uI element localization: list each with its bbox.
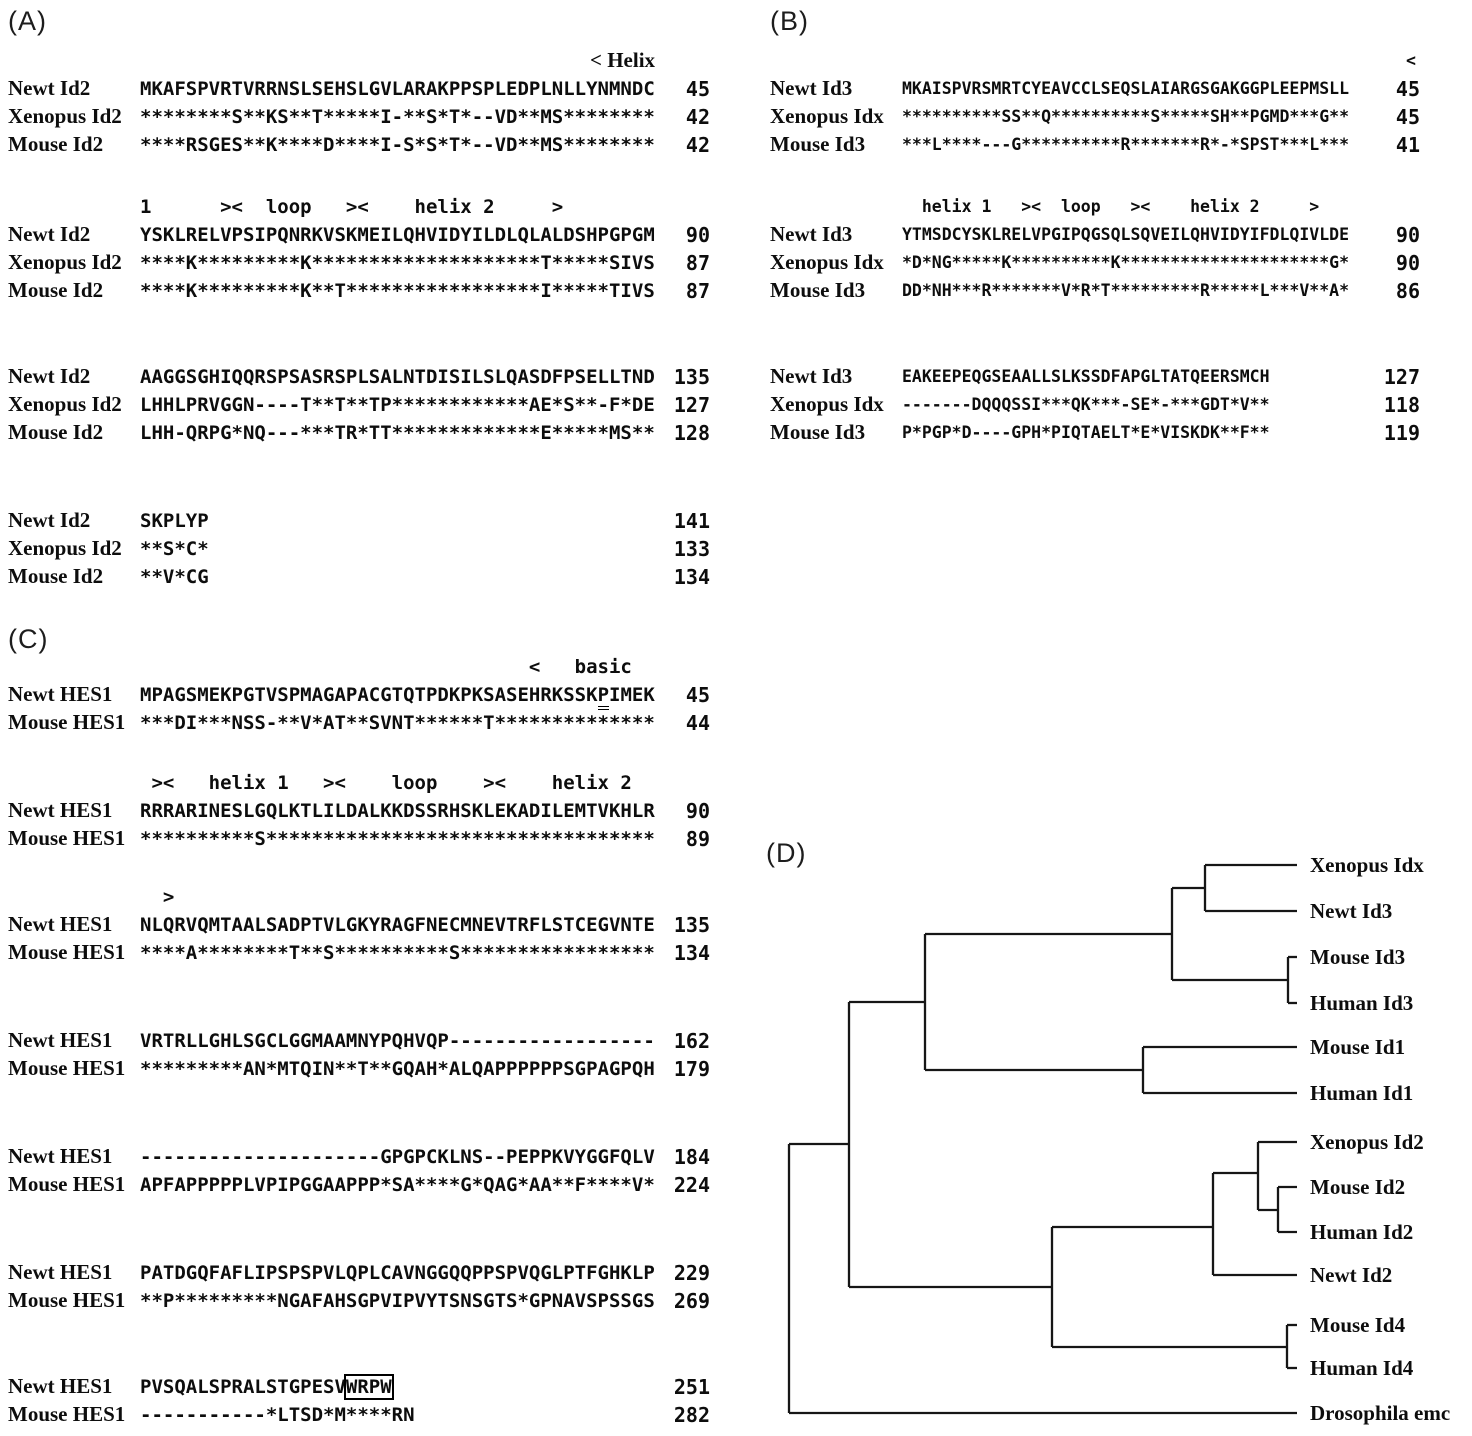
annotation-row <box>762 46 1416 74</box>
alignment-block <box>0 46 710 158</box>
row-label: Newt HES1 <box>8 1144 113 1168</box>
row-label: Newt HES1 <box>8 798 113 822</box>
sequence: **P*********NGAFAHSGPVIPVYTSNSGTS*GPNAVSPSSGS <box>140 1290 655 1312</box>
alignment-row <box>0 1170 710 1198</box>
tree-leaf-label: Human Id1 <box>1310 1081 1414 1105</box>
sequence: YTMSDCYSKLRELVPGIPQGSQLSQVEILQHVIDYIFDLQIVLDE <box>902 225 1350 244</box>
sequence: -----------*LTSD*M****RN <box>140 1404 415 1426</box>
alignment-block <box>0 1142 710 1198</box>
alignment-row <box>0 102 710 130</box>
position-number: 133 <box>673 537 710 561</box>
alignment-row <box>0 1026 710 1054</box>
position-number: 282 <box>673 1403 710 1427</box>
alignment-row <box>0 708 710 736</box>
sequence: LHHLPRVGGN----T**T**TP************AE*S**-F*DE <box>140 394 655 416</box>
sequence: VRTRLLGHLSGCLGGMAAMNYPQHVQP------------------ <box>140 1030 655 1052</box>
alignment-block <box>0 768 710 852</box>
alignment-row <box>0 506 710 534</box>
tree-leaf-label: Mouse Id4 <box>1310 1313 1406 1337</box>
position-number: 229 <box>673 1261 710 1285</box>
alignment-row <box>0 1054 710 1082</box>
position-number: 118 <box>1383 393 1420 417</box>
position-number: 127 <box>673 393 710 417</box>
alignment-row <box>0 824 710 852</box>
position-number: 42 <box>685 133 710 157</box>
position-number: 41 <box>1395 133 1420 157</box>
position-number: 90 <box>1395 223 1420 247</box>
row-label: Mouse HES1 <box>8 1402 126 1426</box>
sequence: NLQRVQMTAALSADPTVLGKYRAGFNECMNEVTRFLSTCEGVNTE <box>140 914 655 936</box>
row-label: Newt Id2 <box>8 508 91 532</box>
row-label: Xenopus Id2 <box>8 250 122 274</box>
row-label: Mouse Id3 <box>770 420 866 444</box>
sequence: AAGGSGHIQQRSPSASRSPLSALNTDISILSLQASDFPSELLTND <box>140 366 655 388</box>
position-number: 45 <box>685 683 710 707</box>
row-label: Newt Id2 <box>8 364 91 388</box>
row-label: Xenopus Id2 <box>8 104 122 128</box>
sequence: **V*CG <box>140 566 209 588</box>
sequence: LHH-QRPG*NQ---***TR*TT*************E*****MS** <box>140 422 655 444</box>
tree-leaf-label: Drosophila emc <box>1310 1401 1451 1425</box>
row-label: Mouse HES1 <box>8 1056 126 1080</box>
position-number: 44 <box>685 711 710 735</box>
alignment-block <box>0 652 710 736</box>
sequence: PATDGQFAFLIPSPSPVLQPLCAVNGGQQPPSPVQGLPTFGHKLP <box>140 1262 655 1284</box>
helix-annotation: < <box>1406 51 1416 70</box>
sequence: MKAISPVRSMRTCYEAVCCLSEQSLAIARGSGAKGGPLEEPMSLL <box>902 79 1350 98</box>
alignment-block <box>762 192 1420 304</box>
row-label: Xenopus Idx <box>770 392 884 416</box>
alignment-row <box>762 74 1420 102</box>
alignment-row <box>0 938 710 966</box>
annotation-row <box>762 192 1320 220</box>
sequence: ***L****---G**********R*******R*-*SPST***L*** <box>902 135 1350 154</box>
position-number: 45 <box>685 77 710 101</box>
tree-leaf-label: Mouse Id1 <box>1310 1035 1406 1059</box>
alignment-row <box>0 680 710 708</box>
alignment-block <box>762 46 1420 158</box>
sequence: ---------------------GPGPCKLNS--PEPPKVYGGFQLV <box>140 1146 655 1168</box>
position-number: 134 <box>673 941 710 965</box>
position-number: 87 <box>685 251 710 275</box>
panel-c-tag: (C) <box>8 624 49 654</box>
position-number: 269 <box>673 1289 710 1313</box>
alignment-row <box>762 130 1420 158</box>
alignment-row <box>762 248 1420 276</box>
alignment-row <box>0 74 710 102</box>
row-label: Mouse Id2 <box>8 564 104 588</box>
basic-domain-annotation: < basic <box>140 656 632 678</box>
tree-leaf-label: Mouse Id3 <box>1310 945 1406 969</box>
row-label: Newt HES1 <box>8 682 113 706</box>
alignment-row <box>0 1142 710 1170</box>
row-label: Newt Id2 <box>8 222 91 246</box>
underlined-residue: P <box>598 684 609 710</box>
wrpw-motif-box: WRPW <box>345 1376 392 1398</box>
alignment-row <box>0 276 710 304</box>
panel-a-tag: (A) <box>8 6 47 36</box>
alignment-row <box>0 418 710 446</box>
position-number: 162 <box>673 1029 710 1053</box>
sequence: YSKLRELVPSIPQNRKVSKMEILQHVIDYILDLQLALDSHPGPGM <box>140 224 655 246</box>
alignment-row <box>0 130 710 158</box>
alignment-block <box>0 362 710 446</box>
position-number: 251 <box>673 1375 710 1399</box>
alignment-row <box>0 1286 710 1314</box>
alignment-row <box>0 362 710 390</box>
secondary-structure-annotation: 1 >< loop >< helix 2 > <box>140 196 564 218</box>
sequence: ****RSGES**K****D****I-S*S*T*--VD**MS******** <box>140 134 655 156</box>
alignment-row <box>0 534 710 562</box>
position-number: 89 <box>685 827 710 851</box>
helix-annotation: < Helix <box>590 48 656 72</box>
position-number: 45 <box>1395 105 1420 129</box>
alignment-row <box>762 418 1420 446</box>
panel-b-tag: (B) <box>770 6 809 36</box>
sequence-segment: MPAGSMEKPGTVSPMAGAPACGTQTPDKPKSASEHRKSSK <box>140 684 598 706</box>
position-number: 90 <box>1395 251 1420 275</box>
sequence: MKAFSPVRTVRRNSLSEHSLGVLARAKPPSPLEDPLNLLYNMNDC <box>140 78 655 100</box>
row-label: Newt HES1 <box>8 1260 113 1284</box>
sequence: RRRARINESLGQLKTLILDALKKDSSRHSKLEKADILEMTVKHLR <box>140 800 655 822</box>
row-label: Newt HES1 <box>8 1374 113 1398</box>
sequence: **********SS**Q**********S*****SH**PGMD***G** <box>902 107 1350 126</box>
row-label: Xenopus Id2 <box>8 536 122 560</box>
tree-leaf-label: Xenopus Idx <box>1310 853 1424 877</box>
sequence: ****A********T**S**********S***************** <box>140 942 655 964</box>
alignment-block <box>0 506 710 590</box>
annotation-row <box>0 882 175 910</box>
row-label: Newt Id3 <box>770 364 853 388</box>
annotation-row <box>0 768 632 796</box>
row-label: Newt Id3 <box>770 76 853 100</box>
row-label: Mouse Id3 <box>770 278 866 302</box>
alignment-block <box>0 192 710 304</box>
position-number: 179 <box>673 1057 710 1081</box>
row-label: Xenopus Idx <box>770 104 884 128</box>
sequence-segment: PVSQALSPRALSTGPESV <box>140 1376 346 1398</box>
alignment-row <box>0 1372 710 1400</box>
alignment-row <box>0 220 710 248</box>
alignment-row <box>0 562 710 590</box>
position-number: 128 <box>673 421 710 445</box>
alignment-block <box>0 1372 710 1428</box>
sequence: APFAPPPPPLVPIPGGAAPPP*SA****G*QAG*AA**F****V* <box>140 1174 655 1196</box>
position-number: 45 <box>1395 77 1420 101</box>
tree-leaf-labels <box>1310 853 1450 1425</box>
helix-end-annotation: > <box>140 886 175 908</box>
sequence: ********S**KS**T*****I-**S*T*--VD**MS******** <box>140 106 655 128</box>
secondary-structure-annotation: >< helix 1 >< loop >< helix 2 <box>140 772 632 794</box>
row-label: Newt Id2 <box>8 76 91 100</box>
annotation-row <box>0 46 656 74</box>
position-number: 86 <box>1395 279 1420 303</box>
alignment-row <box>762 390 1420 418</box>
tree-leaf-label: Human Id3 <box>1310 991 1414 1015</box>
tree-leaf-label: Xenopus Id2 <box>1310 1130 1424 1154</box>
sequence: **********S********************************** <box>140 828 655 850</box>
sequence <box>140 684 655 706</box>
row-label: Xenopus Idx <box>770 250 884 274</box>
tree-leaf-label: Human Id4 <box>1310 1356 1414 1380</box>
tree-leaf-label: Newt Id3 <box>1310 899 1393 923</box>
row-label: Newt HES1 <box>8 1028 113 1052</box>
position-number: 87 <box>685 279 710 303</box>
alignment-row <box>0 1400 710 1428</box>
phylogenetic-tree <box>762 830 1472 1436</box>
position-number: 127 <box>1383 365 1420 389</box>
alignment-block <box>0 1258 710 1314</box>
position-number: 135 <box>673 365 710 389</box>
sequence-segment: IMEK <box>609 684 655 706</box>
sequence: P*PGP*D----GPH*PIQTAELT*E*VISKDK**F** <box>902 423 1270 442</box>
sequence: -------DQQQSSI***QK***-SE*-***GDT*V** <box>902 395 1270 414</box>
position-number: 42 <box>685 105 710 129</box>
row-label: Xenopus Id2 <box>8 392 122 416</box>
sequence: ****K*********K********************T*****SIVS <box>140 252 655 274</box>
tree-leaf-label: Human Id2 <box>1310 1220 1414 1244</box>
panel-d-tag: (D) <box>766 838 807 868</box>
position-number: 90 <box>685 223 710 247</box>
alignment-block <box>0 882 710 966</box>
tree-leaf-label: Newt Id2 <box>1310 1263 1393 1287</box>
alignment-row <box>762 102 1420 130</box>
alignment-row <box>0 796 710 824</box>
sequence: **S*C* <box>140 538 209 560</box>
alignment-row <box>0 248 710 276</box>
row-label: Mouse Id2 <box>8 420 104 444</box>
alignment-block <box>762 362 1420 446</box>
alignment-row <box>762 276 1420 304</box>
position-number: 134 <box>673 565 710 589</box>
sequence <box>140 1376 392 1398</box>
row-label: Mouse Id2 <box>8 132 104 156</box>
annotation-row <box>0 192 564 220</box>
row-label: Mouse Id2 <box>8 278 104 302</box>
alignment-row <box>0 910 710 938</box>
sequence: ***DI***NSS-**V*AT**SVNT******T************** <box>140 712 655 734</box>
alignment-row <box>0 390 710 418</box>
row-label: Mouse HES1 <box>8 710 126 734</box>
row-label: Newt Id3 <box>770 222 853 246</box>
row-label: Newt HES1 <box>8 912 113 936</box>
alignment-row <box>762 220 1420 248</box>
sequence: EAKEEPEQGSEAALLSLKSSDFAPGLTATQEERSMCH <box>902 367 1270 386</box>
row-label: Mouse HES1 <box>8 1172 126 1196</box>
sequence: DD*NH***R*******V*R*T*********R*****L***V**A* <box>902 281 1350 300</box>
row-label: Mouse HES1 <box>8 940 126 964</box>
sequence: SKPLYP <box>140 510 209 532</box>
tree-branches <box>789 865 1297 1413</box>
secondary-structure-annotation: helix 1 >< loop >< helix 2 > <box>902 197 1320 216</box>
annotation-row <box>0 652 632 680</box>
position-number: 135 <box>673 913 710 937</box>
alignment-block <box>0 1026 710 1082</box>
position-number: 119 <box>1383 421 1420 445</box>
tree-leaf-label: Mouse Id2 <box>1310 1175 1406 1199</box>
sequence: *********AN*MTQIN**T**GQAH*ALQAPPPPPPSGPAGPQH <box>140 1058 655 1080</box>
sequence: ****K*********K**T*****************I*****TIVS <box>140 280 655 302</box>
position-number: 184 <box>673 1145 710 1169</box>
position-number: 224 <box>673 1173 710 1197</box>
row-label: Mouse Id3 <box>770 132 866 156</box>
alignment-row <box>0 1258 710 1286</box>
sequence: *D*NG*****K**********K*********************G* <box>902 253 1350 272</box>
position-number: 141 <box>673 509 710 533</box>
row-label: Mouse HES1 <box>8 1288 126 1312</box>
position-number: 90 <box>685 799 710 823</box>
row-label: Mouse HES1 <box>8 826 126 850</box>
alignment-row <box>762 362 1420 390</box>
